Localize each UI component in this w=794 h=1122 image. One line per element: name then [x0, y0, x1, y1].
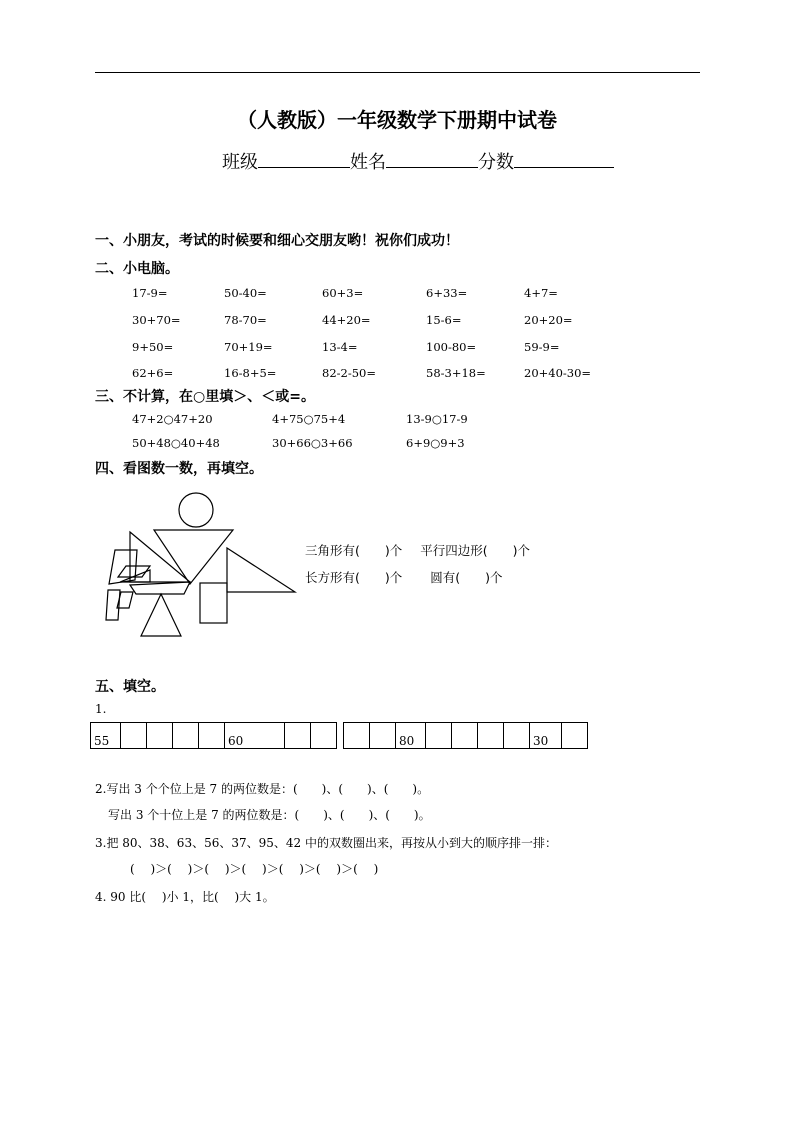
sequence-cell[interactable]	[199, 723, 225, 749]
sequence-cell[interactable]	[370, 723, 396, 749]
shapes-figure	[90, 490, 300, 640]
sequence-cell[interactable]	[344, 723, 370, 749]
fill-q2b: 写出 3 个十位上是 7 的两位数是：( )、( )、( )。	[108, 808, 431, 822]
triangle-shape	[227, 548, 295, 592]
calc-item: 78-70=	[224, 313, 267, 327]
compare-item: 50+48○40+48	[132, 436, 220, 450]
score-label: 分数	[478, 152, 514, 173]
sequence-cell: 60	[225, 723, 285, 749]
sequence-cell[interactable]	[121, 723, 147, 749]
compare-item: 47+2○47+20	[132, 412, 213, 426]
sequence-cell[interactable]	[504, 723, 530, 749]
compare-item: 30+66○3+66	[272, 436, 353, 450]
calc-item: 15-6=	[426, 313, 462, 327]
name-label: 姓名	[350, 152, 386, 173]
sequence-cell[interactable]	[478, 723, 504, 749]
sequence-cell: 55	[91, 723, 121, 749]
name-blank[interactable]	[386, 151, 478, 168]
sequence-cell[interactable]	[311, 723, 337, 749]
class-blank[interactable]	[258, 151, 350, 168]
triangle-shape	[154, 530, 233, 584]
number-sequence-2	[343, 722, 588, 749]
shape-question-row-1	[305, 541, 530, 559]
calc-item: 20+40-30=	[524, 366, 592, 380]
sequence-cell[interactable]	[147, 723, 173, 749]
calc-item: 4+7=	[524, 286, 558, 300]
sequence-cell[interactable]	[452, 723, 478, 749]
class-label: 班级	[222, 152, 258, 173]
calc-item: 30+70=	[132, 313, 181, 327]
calc-item: 50-40=	[224, 286, 267, 300]
calc-item: 70+19=	[224, 340, 273, 354]
calc-item: 59-9=	[524, 340, 560, 354]
rectangle-count-question: 长方形有( )个	[305, 570, 403, 585]
section-2-heading: 二、小电脑。	[95, 261, 179, 277]
compare-item: 4+75○75+4	[272, 412, 346, 426]
fill-q2a: 2.写出 3 个个位上是 7 的两位数是：( )、( )、( )。	[95, 782, 430, 796]
sequence-cell[interactable]	[285, 723, 311, 749]
calc-item: 9+50=	[132, 340, 174, 354]
section-1-heading: 一、小朋友，考试的时候要和细心交朋友哟！祝你们成功！	[95, 233, 459, 249]
calc-item: 100-80=	[426, 340, 477, 354]
triangle-shape	[141, 594, 181, 636]
calc-item: 16-8+5=	[224, 366, 277, 380]
sequence-cell[interactable]	[562, 723, 588, 749]
number-sequence-1	[90, 722, 337, 749]
circle-shape	[179, 493, 213, 527]
sequence-cell[interactable]	[173, 723, 199, 749]
calc-item: 62+6=	[132, 366, 174, 380]
calc-item: 58-3+18=	[426, 366, 486, 380]
sequence-cell: 80	[396, 723, 426, 749]
fill-q3: 3.把 80、38、63、56、37、95、42 中的双数圈出来，再按从小到大的顺序排一排：	[95, 836, 557, 850]
circle-count-question: 圆有( )个	[430, 570, 503, 585]
calc-item: 6+33=	[426, 286, 468, 300]
student-info-line	[222, 148, 614, 174]
calc-item: 13-4=	[322, 340, 358, 354]
section-3-heading: 三、不计算，在○里填＞、＜或=。	[95, 389, 315, 405]
rectangle-shape	[200, 583, 227, 623]
parallelogram-shape	[130, 582, 190, 594]
calc-item: 20+20=	[524, 313, 573, 327]
calc-item: 17-9=	[132, 286, 168, 300]
compare-item: 6+9○9+3	[406, 436, 465, 450]
score-blank[interactable]	[514, 151, 614, 168]
shape-question-row-2	[305, 568, 503, 586]
top-rule	[95, 72, 700, 73]
sequence-cell[interactable]	[426, 723, 452, 749]
page-title: （人教版）一年级数学下册期中试卷	[237, 108, 557, 132]
fill-q4: 4. 90 比( )小 1，比( )大 1。	[95, 890, 275, 904]
calc-item: 60+3=	[322, 286, 364, 300]
triangle-count-question: 三角形有( )个	[305, 543, 403, 558]
fill-q3-order: ( )＞( )＞( )＞( )＞( )＞( )＞( )	[130, 862, 379, 876]
parallelogram-count-question: 平行四边形( )个	[420, 543, 530, 558]
section-4-heading: 四、看图数一数，再填空。	[95, 461, 263, 477]
compare-item: 13-9○17-9	[406, 412, 468, 426]
calc-item: 82-2-50=	[322, 366, 376, 380]
sequence-cell: 30	[530, 723, 562, 749]
fill-q1-label: 1.	[95, 702, 107, 716]
calc-item: 44+20=	[322, 313, 371, 327]
section-5-heading: 五、填空。	[95, 679, 165, 695]
parallelogram-shape	[109, 550, 137, 584]
